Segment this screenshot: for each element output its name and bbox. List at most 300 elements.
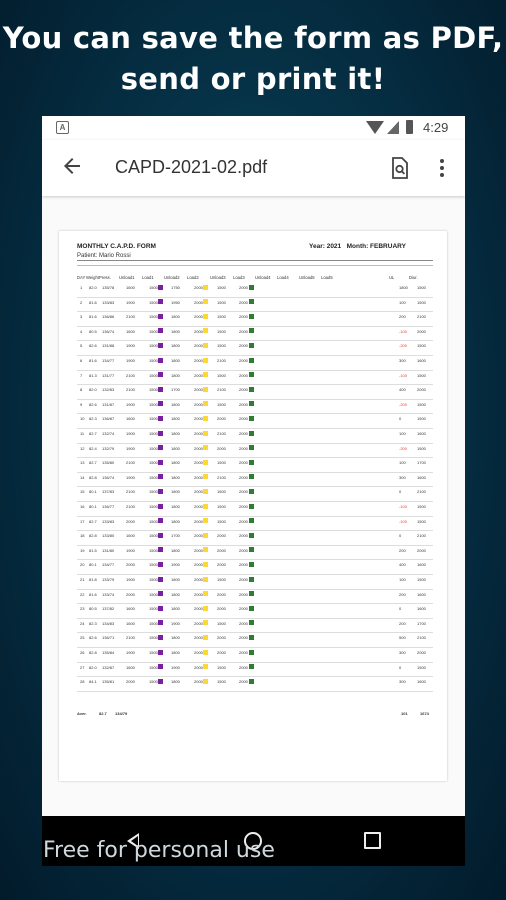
- row-unload1: 1900: [126, 401, 135, 407]
- row-unload3: 1500: [217, 577, 226, 582]
- load3-color-swatch: [249, 372, 254, 377]
- row-load1: 1500: [149, 358, 158, 363]
- row-diuresis: 1500: [417, 416, 426, 422]
- row-load1: 1500: [149, 387, 158, 393]
- row-day: 7: [80, 372, 83, 378]
- load2-color-swatch: [203, 299, 208, 304]
- row-load3: 2000: [239, 445, 248, 451]
- row-load2: 2000: [194, 577, 203, 582]
- load1-color-swatch: [158, 358, 163, 363]
- row-diuresis: 1600: [417, 562, 426, 568]
- load3-color-swatch: [249, 328, 254, 333]
- row-load1: 1500: [149, 445, 158, 451]
- table-row: [77, 633, 433, 648]
- row-pressure: 133/80: [102, 533, 115, 539]
- row-load2: 2000: [194, 504, 203, 509]
- row-load1: 1500: [149, 577, 158, 582]
- table-row: [77, 371, 433, 386]
- row-unload3: 2100: [217, 358, 226, 363]
- row-load3: 2000: [239, 606, 248, 612]
- load1-color-swatch: [158, 591, 163, 596]
- row-ul: 0: [399, 416, 402, 422]
- table-row: [77, 517, 433, 532]
- more-vert-icon[interactable]: [433, 156, 451, 180]
- row-load2: 2000: [194, 635, 203, 641]
- row-pressure: 136/87: [102, 416, 115, 422]
- row-load1: 1500: [149, 460, 158, 466]
- row-diuresis: 1600: [417, 679, 426, 685]
- table-row: [77, 531, 433, 546]
- row-diuresis: 1600: [417, 431, 426, 436]
- load3-color-swatch: [249, 285, 254, 290]
- totals-label: Aver.: [77, 711, 87, 716]
- row-load1: 1500: [149, 533, 158, 539]
- row-load2: 2000: [194, 606, 203, 612]
- row-unload3: 1500: [217, 460, 226, 466]
- row-diuresis: 1600: [417, 358, 426, 363]
- headline-line-2: send or print it!: [120, 62, 386, 96]
- row-unload2: 1800: [171, 504, 180, 509]
- load2-color-swatch: [203, 679, 208, 684]
- file-name-title: CAPD-2021-02.pdf: [115, 157, 268, 177]
- row-load2: 2000: [194, 431, 203, 436]
- row-load3: 2000: [239, 562, 248, 568]
- row-unload2: 1750: [171, 285, 180, 290]
- row-pressure: 133/74: [102, 591, 115, 597]
- row-unload1: 1600: [126, 328, 135, 334]
- row-ul: 500: [399, 635, 406, 641]
- load3-color-swatch: [249, 591, 254, 596]
- load2-color-swatch: [203, 504, 208, 509]
- row-weight: 80.5: [89, 606, 97, 612]
- row-pressure: 133/79: [102, 577, 115, 582]
- row-pressure: 134/77: [102, 358, 115, 363]
- row-unload3: 2100: [217, 431, 226, 436]
- column-header: UL: [389, 275, 395, 280]
- row-unload1: 1900: [126, 431, 135, 436]
- row-unload2: 1800: [171, 577, 180, 582]
- row-load2: 2000: [194, 299, 203, 305]
- row-unload1: 2100: [126, 387, 135, 393]
- load3-color-swatch: [249, 562, 254, 567]
- load2-color-swatch: [203, 474, 208, 479]
- row-unload2: 1800: [171, 547, 180, 553]
- load1-color-swatch: [158, 401, 163, 406]
- row-unload2: 1800: [171, 431, 180, 436]
- back-arrow-icon[interactable]: [60, 154, 84, 178]
- column-header: Diur.: [409, 275, 418, 280]
- load1-color-swatch: [158, 650, 163, 655]
- row-unload2: 1800: [171, 679, 180, 685]
- row-load1: 1500: [149, 562, 158, 568]
- row-unload2: 1950: [171, 299, 180, 305]
- load3-color-swatch: [249, 635, 254, 640]
- row-weight: 82.4: [89, 445, 97, 451]
- row-unload3: 2000: [217, 533, 226, 539]
- load2-color-swatch: [203, 635, 208, 640]
- row-unload2: 1700: [171, 387, 180, 393]
- row-unload2: 1800: [171, 606, 180, 612]
- row-pressure: 133/83: [102, 518, 115, 524]
- row-diuresis: 1600: [417, 474, 426, 480]
- row-day: 22: [80, 591, 85, 597]
- table-row: [77, 444, 433, 459]
- row-day: 18: [80, 533, 85, 539]
- row-day: 13: [80, 460, 85, 466]
- load2-color-swatch: [203, 620, 208, 625]
- load2-color-swatch: [203, 416, 208, 421]
- load2-color-swatch: [203, 401, 208, 406]
- row-unload2: 1800: [171, 416, 180, 422]
- nav-recents-icon[interactable]: [364, 832, 381, 849]
- row-load3: 2000: [239, 635, 248, 641]
- row-load1: 1500: [149, 372, 158, 378]
- row-weight: 82.8: [89, 650, 97, 655]
- load2-color-swatch: [203, 343, 208, 348]
- row-load1: 1500: [149, 343, 158, 349]
- load3-color-swatch: [249, 474, 254, 479]
- load2-color-swatch: [203, 489, 208, 494]
- row-load1: 1500: [149, 606, 158, 612]
- row-pressure: 132/79: [102, 445, 115, 451]
- row-day: 3: [80, 314, 83, 320]
- row-weight: 81.5: [89, 547, 97, 553]
- row-day: 5: [80, 343, 83, 349]
- form-period: [309, 243, 406, 250]
- load1-color-swatch: [158, 533, 163, 538]
- load2-color-swatch: [203, 664, 208, 669]
- row-pressure: 131/88: [102, 343, 115, 349]
- row-diuresis: 1700: [417, 460, 426, 466]
- row-unload2: 1900: [171, 620, 180, 626]
- row-diuresis: 2100: [417, 314, 426, 320]
- row-diuresis: 1600: [417, 591, 426, 597]
- load1-color-swatch: [158, 328, 163, 333]
- form-title: MONTHLY C.A.P.D. FORM: [77, 243, 156, 250]
- row-unload2: 1900: [171, 562, 180, 568]
- column-header: Unload5: [299, 275, 315, 280]
- row-weight: 81.3: [89, 372, 97, 378]
- signal-icon: [387, 121, 399, 134]
- load2-color-swatch: [203, 372, 208, 377]
- row-load3: 2000: [239, 650, 248, 655]
- row-unload3: 2100: [217, 474, 226, 480]
- row-unload1: 1900: [126, 343, 135, 349]
- row-unload1: 2100: [126, 314, 135, 320]
- row-unload3: 1500: [217, 314, 226, 320]
- load1-color-swatch: [158, 387, 163, 392]
- table-row: [77, 590, 433, 605]
- row-weight: 82.3: [89, 620, 97, 626]
- totals-weight: 82.7: [99, 711, 107, 716]
- row-unload2: 1800: [171, 650, 180, 655]
- row-unload2: 1800: [171, 314, 180, 320]
- row-ul: 0: [399, 664, 402, 670]
- row-load2: 2000: [194, 416, 203, 422]
- row-load2: 2000: [194, 358, 203, 363]
- app-notification-icon: A: [56, 121, 69, 134]
- load2-color-swatch: [203, 460, 208, 465]
- headline-line-1: You can save the form as PDF,: [2, 21, 504, 55]
- row-diuresis: 1500: [417, 299, 426, 305]
- row-unload3: 2000: [217, 635, 226, 641]
- row-diuresis: 2100: [417, 489, 426, 495]
- load3-color-swatch: [249, 504, 254, 509]
- patient-name: Patient: Mario Rossi: [77, 253, 131, 259]
- load2-color-swatch: [203, 387, 208, 392]
- row-unload3: 1500: [217, 328, 226, 334]
- row-day: 12: [80, 445, 85, 451]
- row-diuresis: 2000: [417, 387, 426, 393]
- table-row: [77, 327, 433, 342]
- load1-color-swatch: [158, 460, 163, 465]
- row-pressure: 134/77: [102, 562, 115, 568]
- load1-color-swatch: [158, 518, 163, 523]
- row-pressure: 136/74: [102, 328, 115, 334]
- row-pressure: 132/83: [102, 387, 115, 393]
- row-load2: 2000: [194, 518, 203, 524]
- row-unload1: 1600: [126, 533, 135, 539]
- row-unload1: 1600: [126, 285, 135, 290]
- load1-color-swatch: [158, 285, 163, 290]
- table-row: [77, 414, 433, 429]
- load1-color-swatch: [158, 431, 163, 436]
- column-header: Press.: [99, 275, 111, 280]
- row-day: 21: [80, 577, 85, 582]
- row-unload1: 1600: [126, 664, 135, 670]
- row-pressure: 136/71: [102, 635, 115, 641]
- row-load3: 2000: [239, 314, 248, 320]
- row-day: 26: [80, 650, 85, 655]
- row-load2: 2000: [194, 489, 203, 495]
- load3-color-swatch: [249, 489, 254, 494]
- row-load3: 2000: [239, 343, 248, 349]
- row-load1: 1500: [149, 650, 158, 655]
- row-ul: -200: [399, 401, 408, 407]
- row-weight: 80.1: [89, 504, 97, 509]
- phone-screen: [42, 116, 465, 866]
- row-unload3: 2000: [217, 591, 226, 597]
- row-diuresis: 2100: [417, 533, 426, 539]
- column-header: Load3: [233, 275, 245, 280]
- row-day: 24: [80, 620, 85, 626]
- row-unload1: 2000: [126, 562, 135, 568]
- load2-color-swatch: [203, 562, 208, 567]
- row-unload1: 2100: [126, 635, 135, 641]
- row-day: 17: [80, 518, 85, 524]
- row-diuresis: 1500: [417, 504, 426, 509]
- table-row: [77, 575, 433, 590]
- column-header: DAY: [77, 275, 86, 280]
- row-load3: 2000: [239, 547, 248, 553]
- load3-color-swatch: [249, 533, 254, 538]
- row-unload1: 2100: [126, 460, 135, 466]
- row-unload1: 2000: [126, 591, 135, 597]
- row-weight: 82.8: [89, 474, 97, 480]
- table-row: [77, 648, 433, 663]
- load3-color-swatch: [249, 679, 254, 684]
- row-load2: 2000: [194, 460, 203, 466]
- table-row: [77, 312, 433, 327]
- row-weight: 81.6: [89, 314, 97, 320]
- row-diuresis: 1600: [417, 606, 426, 612]
- row-unload2: 1800: [171, 372, 180, 378]
- row-ul: 100: [399, 460, 406, 466]
- load1-color-swatch: [158, 562, 163, 567]
- row-load1: 1500: [149, 547, 158, 553]
- load1-color-swatch: [158, 489, 163, 494]
- row-diuresis: 2000: [417, 547, 426, 553]
- row-load3: 2000: [239, 358, 248, 363]
- wifi-icon: [366, 121, 384, 134]
- table-row: [77, 473, 433, 488]
- row-unload2: 1900: [171, 664, 180, 670]
- totals-pressure: 134/79: [115, 711, 128, 716]
- load3-color-swatch: [249, 401, 254, 406]
- year-label: Year: 2021: [309, 243, 342, 250]
- row-pressure: 137/82: [102, 606, 115, 612]
- row-diuresis: 2000: [417, 650, 426, 655]
- row-load2: 2000: [194, 401, 203, 407]
- row-unload3: 2000: [217, 445, 226, 451]
- row-diuresis: 2100: [417, 635, 426, 641]
- pdf-page[interactable]: [59, 231, 447, 781]
- row-unload2: 1800: [171, 518, 180, 524]
- load1-color-swatch: [158, 416, 163, 421]
- row-unload3: 1500: [217, 343, 226, 349]
- row-load3: 2000: [239, 504, 248, 509]
- row-ul: 200: [399, 620, 406, 626]
- row-weight: 82.0: [89, 387, 97, 393]
- row-load2: 2000: [194, 679, 203, 685]
- header-rule-2: [77, 265, 433, 266]
- row-weight: 82.7: [89, 460, 97, 466]
- row-divider: [77, 691, 433, 692]
- row-ul: 0: [399, 489, 402, 495]
- load2-color-swatch: [203, 314, 208, 319]
- row-ul: 100: [399, 431, 406, 436]
- load3-color-swatch: [249, 620, 254, 625]
- row-unload1: 2000: [126, 518, 135, 524]
- row-unload1: 1900: [126, 650, 135, 655]
- row-weight: 82.6: [89, 343, 97, 349]
- row-pressure: 135/80: [102, 460, 115, 466]
- load2-color-swatch: [203, 547, 208, 552]
- row-ul: 100: [399, 299, 406, 305]
- column-header: Weight: [86, 275, 99, 280]
- load2-color-swatch: [203, 650, 208, 655]
- table-row: [77, 400, 433, 415]
- row-load2: 2000: [194, 650, 203, 655]
- load3-color-swatch: [249, 650, 254, 655]
- row-load3: 2000: [239, 533, 248, 539]
- row-load2: 2000: [194, 533, 203, 539]
- load3-color-swatch: [249, 664, 254, 669]
- row-day: 14: [80, 474, 85, 480]
- row-weight: 80.1: [89, 489, 97, 495]
- search-doc-icon[interactable]: [387, 156, 411, 180]
- row-weight: 80.5: [89, 328, 97, 334]
- row-pressure: 136/86: [102, 314, 115, 320]
- row-day: 25: [80, 635, 85, 641]
- row-weight: 82.0: [89, 285, 97, 290]
- load2-color-swatch: [203, 518, 208, 523]
- row-unload3: 1500: [217, 518, 226, 524]
- row-unload2: 1800: [171, 445, 180, 451]
- row-load3: 2000: [239, 285, 248, 290]
- table-row: [77, 298, 433, 313]
- row-load2: 2000: [194, 387, 203, 393]
- row-ul: 200: [399, 591, 406, 597]
- row-load1: 1500: [149, 591, 158, 597]
- row-weight: 82.8: [89, 533, 97, 539]
- row-day: 27: [80, 664, 85, 670]
- row-day: 4: [80, 328, 83, 334]
- row-load2: 2000: [194, 591, 203, 597]
- load1-color-swatch: [158, 577, 163, 582]
- totals-ul: 101: [401, 711, 408, 716]
- row-load1: 1500: [149, 635, 158, 641]
- load1-color-swatch: [158, 343, 163, 348]
- row-unload2: 1800: [171, 460, 180, 466]
- row-unload2: 1800: [171, 401, 180, 407]
- load3-color-swatch: [249, 577, 254, 582]
- row-unload2: 1800: [171, 343, 180, 349]
- row-load1: 1500: [149, 664, 158, 670]
- table-row: [77, 429, 433, 444]
- row-diuresis: 1500: [417, 445, 426, 451]
- load1-color-swatch: [158, 474, 163, 479]
- row-load2: 2000: [194, 285, 203, 290]
- load3-color-swatch: [249, 416, 254, 421]
- row-diuresis: 1500: [417, 372, 426, 378]
- row-load3: 2000: [239, 591, 248, 597]
- row-load1: 1500: [149, 504, 158, 509]
- row-ul: 100: [399, 577, 406, 582]
- load1-color-swatch: [158, 547, 163, 552]
- row-load2: 2000: [194, 664, 203, 670]
- load1-color-swatch: [158, 664, 163, 669]
- load2-color-swatch: [203, 606, 208, 611]
- row-load3: 2000: [239, 401, 248, 407]
- row-load2: 2000: [194, 474, 203, 480]
- row-day: 9: [80, 401, 83, 407]
- load1-color-swatch: [158, 445, 163, 450]
- row-ul: -200: [399, 445, 408, 451]
- row-load3: 2000: [239, 489, 248, 495]
- row-weight: 81.8: [89, 577, 97, 582]
- row-ul: -100: [399, 372, 408, 378]
- row-load3: 2000: [239, 387, 248, 393]
- row-pressure: 134/83: [102, 620, 115, 626]
- row-unload3: 1500: [217, 372, 226, 378]
- load2-color-swatch: [203, 445, 208, 450]
- row-ul: 300: [399, 650, 406, 655]
- row-load3: 2000: [239, 518, 248, 524]
- row-unload3: 1500: [217, 664, 226, 670]
- app-bar: [42, 140, 465, 196]
- table-row: [77, 458, 433, 473]
- row-ul: 300: [399, 358, 406, 363]
- row-unload3: 2000: [217, 547, 226, 553]
- column-header: Load4: [277, 275, 289, 280]
- row-pressure: 131/80: [102, 547, 115, 553]
- load1-color-swatch: [158, 299, 163, 304]
- row-load3: 2000: [239, 372, 248, 378]
- row-load1: 1500: [149, 431, 158, 436]
- column-header: Unload3: [210, 275, 226, 280]
- row-diuresis: 1500: [417, 343, 426, 349]
